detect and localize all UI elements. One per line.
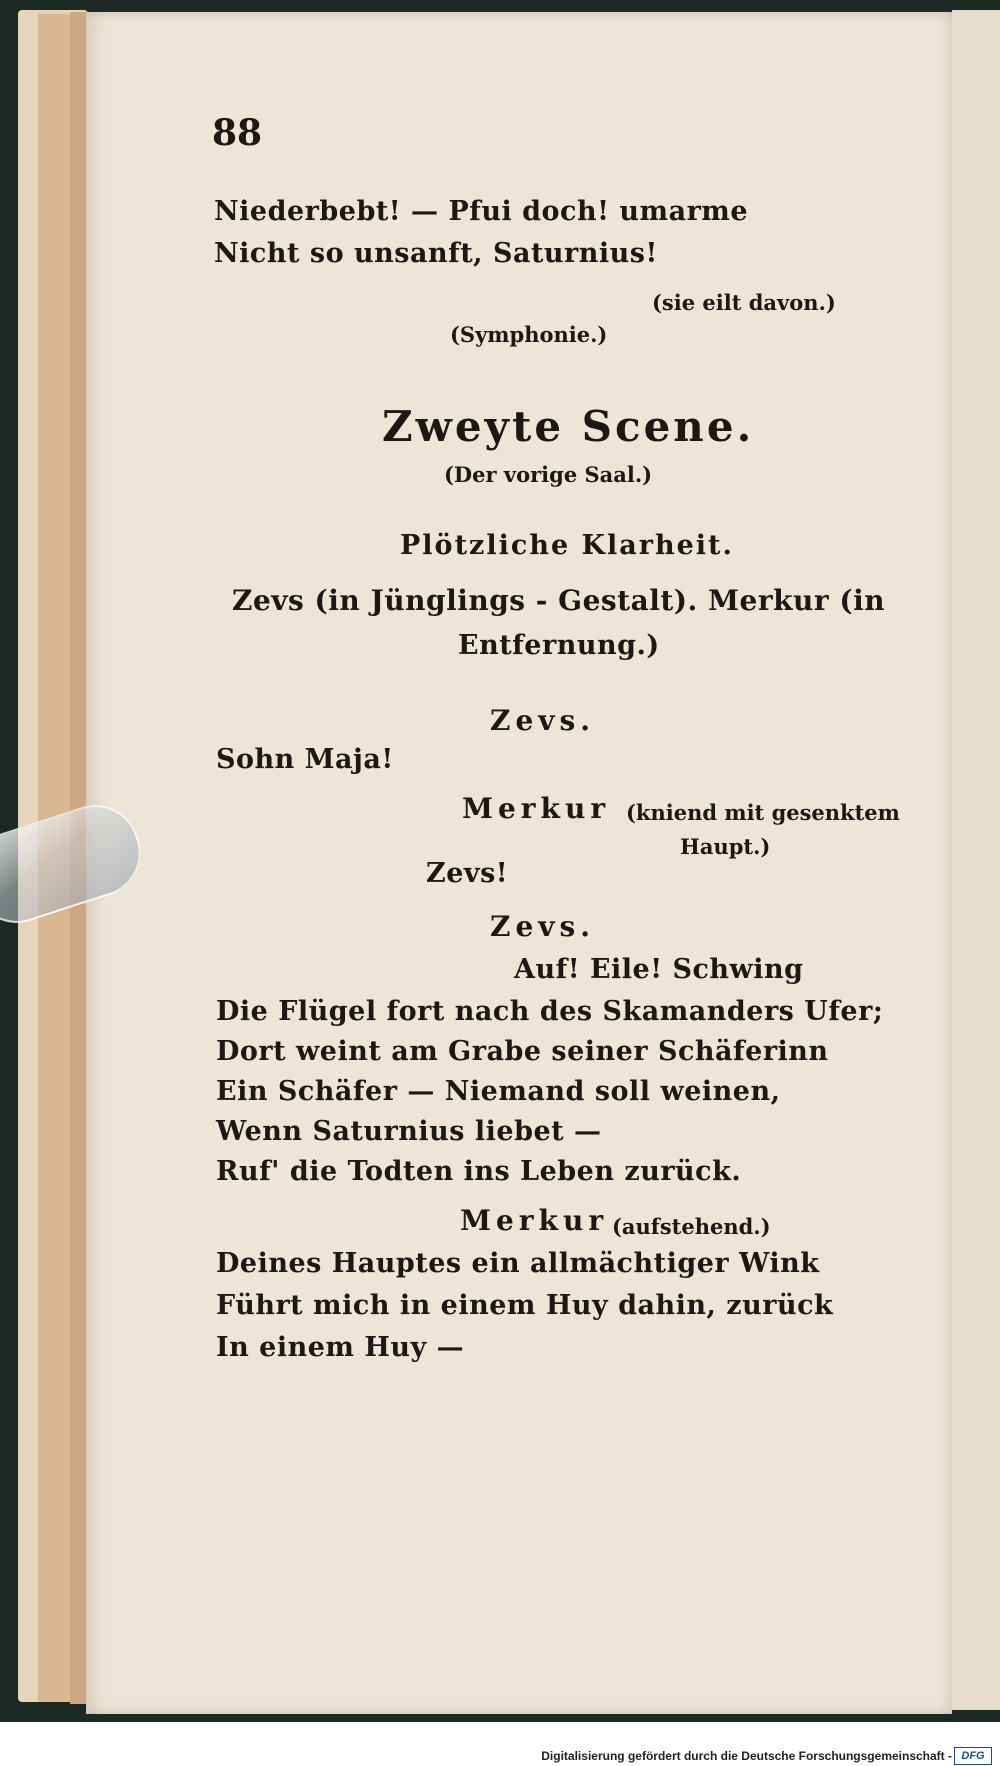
funding-credit: Digitalisierung gefördert durch die Deutsche Forschungsgemeinschaft - — [541, 1749, 952, 1763]
verse-line: Deines Hauptes ein allmächtiger Wink — [216, 1248, 820, 1279]
speaker-name: Zevs. — [490, 704, 596, 737]
stage-direction: Haupt.) — [680, 834, 771, 859]
verse-line: Dort weint am Grabe seiner Schäferinn — [216, 1036, 829, 1067]
stage-direction: (sie eilt davon.) — [652, 290, 836, 315]
speaker-name: Merkur — [460, 1204, 609, 1237]
stage-heading: Plötzliche Klarheit. — [400, 530, 734, 561]
speaker-name: Merkur — [462, 792, 611, 825]
stage-direction: (Symphonie.) — [450, 322, 608, 347]
page-number: 88 — [212, 112, 263, 154]
verse-line: Nicht so unsanft, Saturnius! — [214, 238, 658, 269]
verse-line: Wenn Saturnius liebet — — [216, 1116, 602, 1147]
cast-line: Entfernung.) — [458, 630, 660, 661]
speaker-name: Zevs. — [490, 910, 596, 943]
facing-page — [952, 10, 1000, 1710]
verse-line: Sohn Maja! — [216, 744, 394, 775]
dfg-logo: DFG — [954, 1747, 992, 1765]
verse-line: In einem Huy — — [216, 1332, 465, 1363]
verse-line: Ein Schäfer — Niemand soll weinen, — [216, 1076, 781, 1107]
stage-direction: (kniend mit gesenktem — [626, 800, 900, 825]
verse-line: Zevs! — [426, 858, 509, 889]
stage-direction: (aufstehend.) — [612, 1214, 771, 1239]
verse-line: Auf! Eile! Schwing — [514, 954, 804, 985]
verse-line: Führt mich in einem Huy dahin, zurück — [216, 1290, 834, 1321]
scene-setting: (Der vorige Saal.) — [444, 462, 653, 487]
cast-line: Zevs (in Jünglings - Gestalt). Merkur (in — [232, 584, 886, 617]
verse-line: Die Flügel fort nach des Skamanders Ufer; — [216, 996, 884, 1027]
verse-line: Niederbebt! — Pfui doch! umarme — [214, 196, 749, 227]
scene-title: Zweyte Scene. — [382, 402, 755, 451]
verse-line: Ruf' die Todten ins Leben zurück. — [216, 1156, 742, 1187]
